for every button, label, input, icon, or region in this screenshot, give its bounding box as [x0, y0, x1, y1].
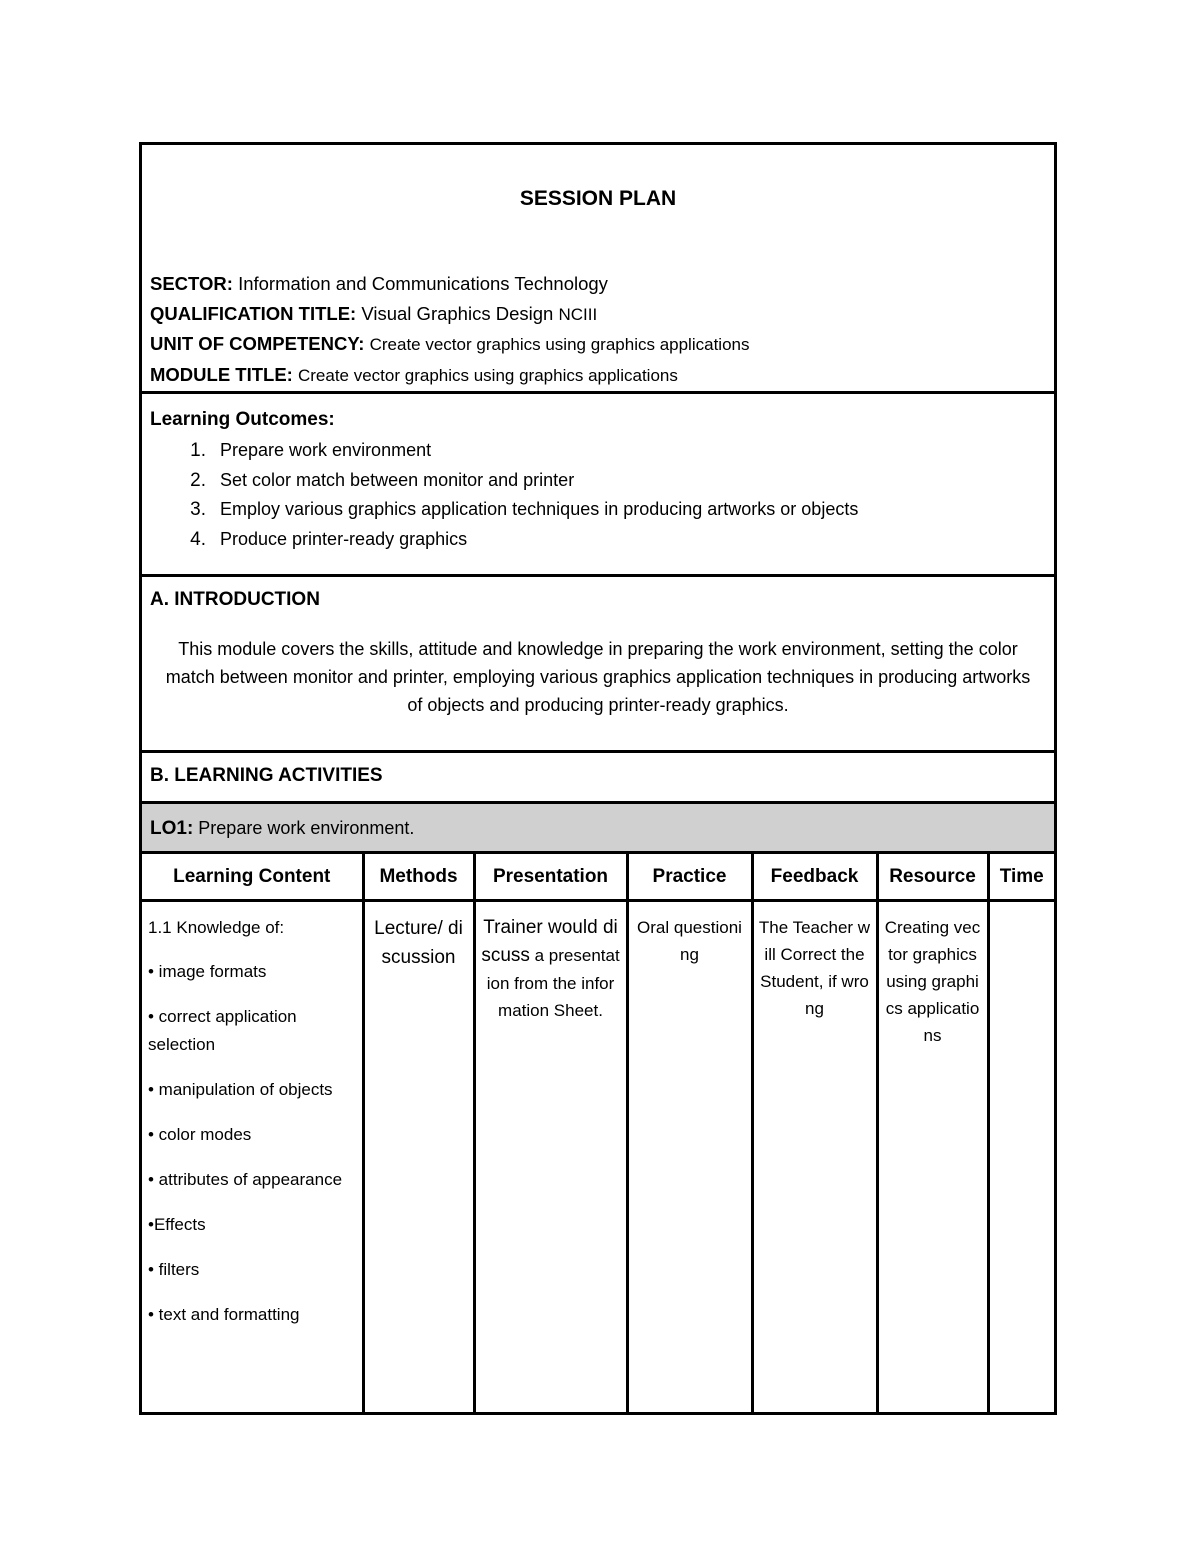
- activities-table: [142, 854, 1054, 1412]
- outcome-text: Produce printer-ready graphics: [220, 528, 468, 549]
- qualification-row: [150, 299, 749, 330]
- sector-value: Information and Communications Technology: [238, 273, 608, 294]
- header-section: [142, 145, 1054, 394]
- list-item: [150, 466, 1046, 496]
- column-header: Practice: [627, 854, 752, 901]
- learning-content-cell: [142, 901, 363, 1413]
- lo1-banner: [142, 804, 1054, 854]
- introduction-title: A. INTRODUCTION: [150, 589, 320, 610]
- page-title: SESSION PLAN: [519, 187, 677, 210]
- practice-cell: [627, 901, 752, 1413]
- feedback-cell: [752, 901, 877, 1413]
- outcome-number: 1.: [190, 440, 206, 461]
- module-label: MODULE TITLE:: [150, 363, 293, 385]
- column-header: Methods: [363, 854, 474, 901]
- list-item: • correct application selection: [148, 1007, 297, 1054]
- feedback-text: The Teacher will Correct the Student, if wrong: [758, 918, 871, 1018]
- list-item: • attributes of appearance: [148, 1170, 343, 1189]
- outcome-text: Set color match between monitor and printer: [220, 469, 575, 490]
- meta-block: [150, 269, 749, 390]
- list-item: • text and formatting: [148, 1305, 300, 1324]
- presentation-text: a presentation from the information Sheet.: [486, 946, 620, 1020]
- lo1-text: Prepare work environment.: [198, 818, 415, 838]
- qualification-level: NCIII: [558, 304, 598, 324]
- column-header: Resource: [877, 854, 988, 901]
- column-header: Feedback: [752, 854, 877, 901]
- unit-label: UNIT OF COMPETENCY:: [150, 333, 365, 354]
- resource-text: Creating vector graphics using graphics applications: [884, 918, 981, 1045]
- qualification-value: Visual Graphics Design: [361, 302, 554, 324]
- introduction-section: [142, 577, 1054, 753]
- time-cell: [988, 901, 1054, 1413]
- qualification-label: QUALIFICATION TITLE:: [150, 302, 357, 324]
- sector-row: [150, 269, 749, 299]
- presentation-lead: Trainer would discuss: [481, 917, 618, 966]
- unit-value: Create vector graphics using graphics applications: [369, 335, 750, 354]
- outcome-text: Prepare work environment: [220, 440, 432, 460]
- column-header: Presentation: [474, 854, 627, 901]
- methods-text: Lecture/ discussion: [374, 918, 463, 968]
- resource-cell: [877, 901, 988, 1413]
- table-header-row: [142, 854, 1054, 901]
- practice-text: Oral questioning: [637, 918, 742, 964]
- module-value: Create vector graphics using graphics applications: [297, 365, 678, 385]
- list-item: [150, 436, 1046, 466]
- learning-activities-heading: B. LEARNING ACTIVITIES: [142, 753, 1054, 804]
- column-header: Learning Content: [142, 854, 363, 901]
- learning-outcomes-list: [150, 436, 1046, 554]
- outcome-number: 4.: [190, 528, 206, 550]
- lo1-label: LO1:: [150, 818, 194, 839]
- session-plan-sheet: [139, 142, 1057, 1415]
- activities-table-wrap: [142, 854, 1054, 1412]
- table-row: [142, 901, 1054, 1413]
- content-heading: 1.1 Knowledge of:: [148, 918, 285, 937]
- knowledge-list: [148, 958, 361, 1329]
- outcome-number: 3.: [190, 499, 206, 520]
- module-row: [150, 360, 749, 391]
- methods-cell: [363, 901, 474, 1413]
- outcome-text: Employ various graphics application techniques in producing artworks or objects: [220, 499, 859, 519]
- learning-outcomes-section: [142, 394, 1054, 577]
- introduction-body: This module covers the skills, attitude and knowledge in preparing the work environment, setting the color match between monitor and printer, employing various graphics application techniques in producing artworks of objects and producing printer-ready graphics.: [165, 639, 1031, 715]
- outcome-number: 2.: [190, 469, 206, 491]
- list-item: • filters: [148, 1260, 200, 1279]
- list-item: • manipulation of objects: [148, 1080, 333, 1099]
- learning-outcomes-title: Learning Outcomes:: [150, 409, 335, 430]
- column-header: Time: [988, 854, 1054, 901]
- list-item: [150, 495, 1046, 525]
- unit-row: [150, 329, 749, 360]
- presentation-cell: [474, 901, 627, 1413]
- sector-label: SECTOR:: [150, 273, 233, 294]
- list-item: [150, 525, 1046, 555]
- list-item: • image formats: [148, 962, 267, 981]
- list-item: •Effects: [148, 1215, 206, 1234]
- list-item: • color modes: [148, 1125, 252, 1144]
